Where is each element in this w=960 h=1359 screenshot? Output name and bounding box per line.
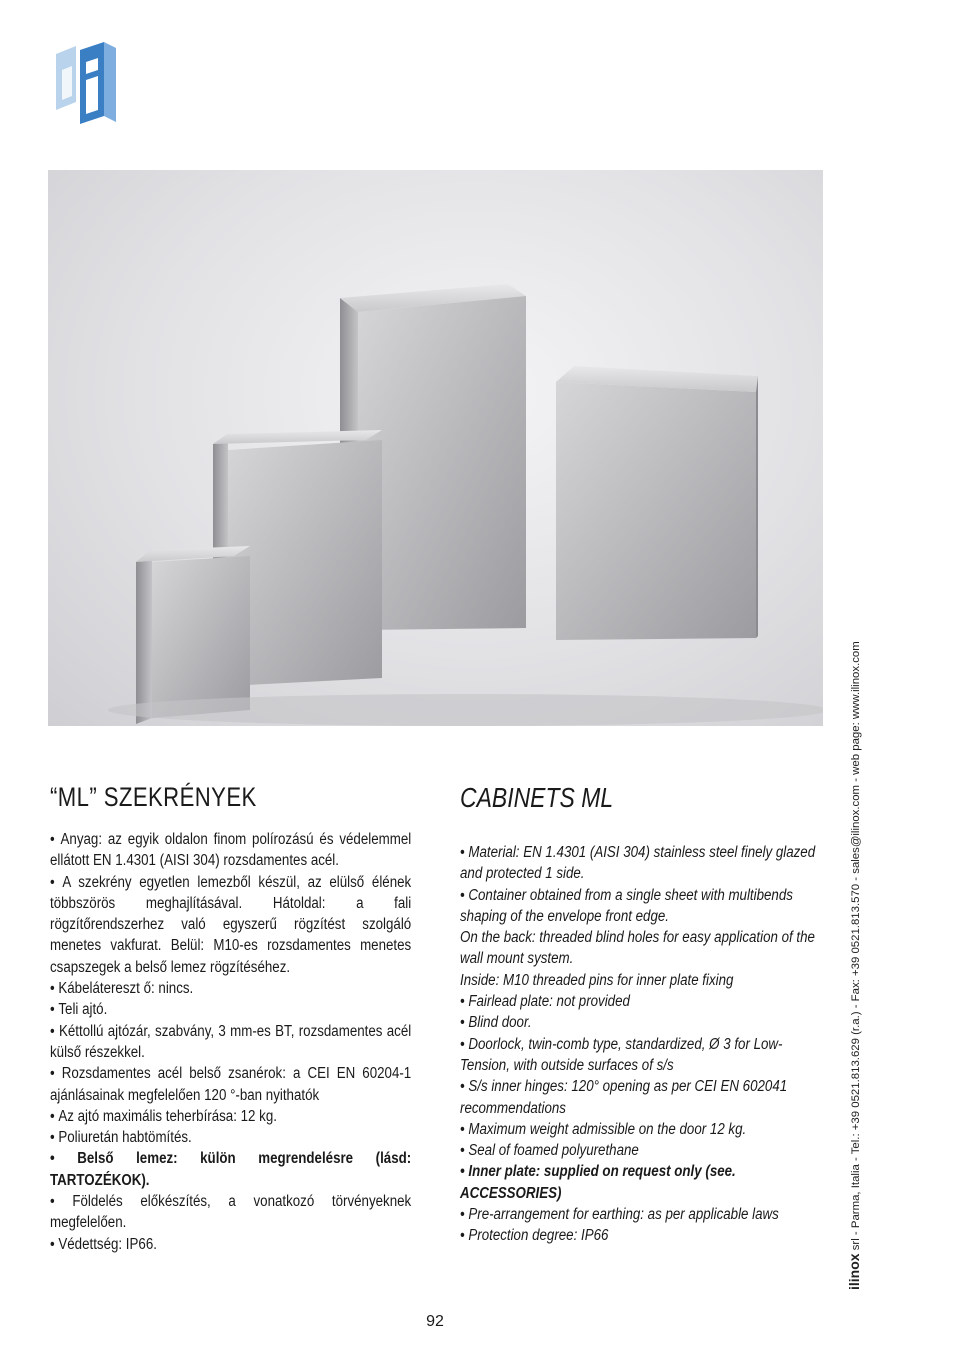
list-item: • Material: EN 1.4301 (AISI 304) stainless steel finely glazed and protected 1 side. bbox=[460, 842, 825, 885]
page-number: 92 bbox=[426, 1313, 444, 1330]
list-item: • Maximum weight admissible on the door 12 kg. bbox=[460, 1119, 825, 1140]
list-item: • S/s inner hinges: 120° opening as per CEI EN 602041 recommendations bbox=[460, 1076, 825, 1119]
list-item: • Teli ajtó. bbox=[50, 999, 411, 1020]
product-photo-cabinets bbox=[48, 170, 823, 726]
list-item: • Földelés előkészítés, a vonatkozó törvényeknek megfelelően. bbox=[50, 1191, 411, 1234]
list-item: On the back: threaded blind holes for easy application of the wall mount system. bbox=[460, 929, 815, 968]
ilinox-logo bbox=[50, 40, 122, 130]
list-item: • Doorlock, twin-comb type, standardized, Ø 3 for Low-Tension, with outside surfaces of s/s bbox=[460, 1034, 825, 1077]
list-item: • Seal of foamed polyurethane bbox=[460, 1140, 825, 1161]
list-item: • Rozsdamentes acél belső zsanérok: a CEI EN 60204-1 ajánlásainak megfelelően 120 °-ban nyithatók bbox=[50, 1063, 411, 1106]
specs-english bbox=[460, 842, 825, 1247]
list-item: • Fairlead plate: not provided bbox=[460, 991, 825, 1012]
list-item: • Inner plate: supplied on request only (see. ACCESSORIES) bbox=[460, 1161, 825, 1204]
list-item: • Védettség: IP66. bbox=[50, 1234, 411, 1255]
list-item: • Container obtained from a single sheet with multibends shaping of the envelope front edge. bbox=[460, 885, 825, 928]
company-contact-sidebar bbox=[839, 641, 869, 1290]
list-item: • Belső lemez: külön megrendelésre (lásd: TARTOZÉKOK). bbox=[50, 1148, 411, 1191]
title-english: CABINETS ML bbox=[460, 782, 614, 813]
contact-text: srl - Parma, Italia - Tel.: +39 0521.813.629 (r.a.) - Fax: +39 0521.813.570 - sales@ilinox.com - web page: www.ilinox.com bbox=[850, 641, 862, 1254]
list-item: • A szekrény egyetlen lemezből készül, az elülső élének többszörös meghajlításával. Hátoldal: a fali rögzítőrendszerhez való egyszerű rögzítést szolgáló menetes vakfurat. Belül: M10-es rozsdamentes menetes csapszegek a belső lemez rögzítéséhez. bbox=[50, 872, 411, 978]
list-item: Inside: M10 threaded pins for inner plate fixing bbox=[460, 971, 734, 989]
specs-hungarian bbox=[50, 829, 411, 1255]
list-item: • Protection degree: IP66 bbox=[460, 1225, 825, 1246]
list-item: • Az ajtó maximális teherbírása: 12 kg. bbox=[50, 1106, 411, 1127]
list-item: • Poliuretán habtömítés. bbox=[50, 1127, 411, 1148]
list-item: • Kéttollú ajtózár, szabvány, 3 mm-es BT, rozsdamentes acél külső részekkel. bbox=[50, 1021, 411, 1064]
list-item: • Pre-arrangement for earthing: as per applicable laws bbox=[460, 1204, 825, 1225]
list-item: • Anyag: az egyik oldalon finom polírozású és védelemmel ellátott EN 1.4301 (AISI 304) rozsdamentes acél. bbox=[50, 829, 411, 872]
brand-name: ilinox bbox=[846, 1253, 862, 1290]
list-item: • Kábelátereszt ő: nincs. bbox=[50, 978, 411, 999]
list-item: • Blind door. bbox=[460, 1012, 825, 1033]
title-hungarian: “ML” SZEKRÉNYEK bbox=[50, 782, 257, 812]
